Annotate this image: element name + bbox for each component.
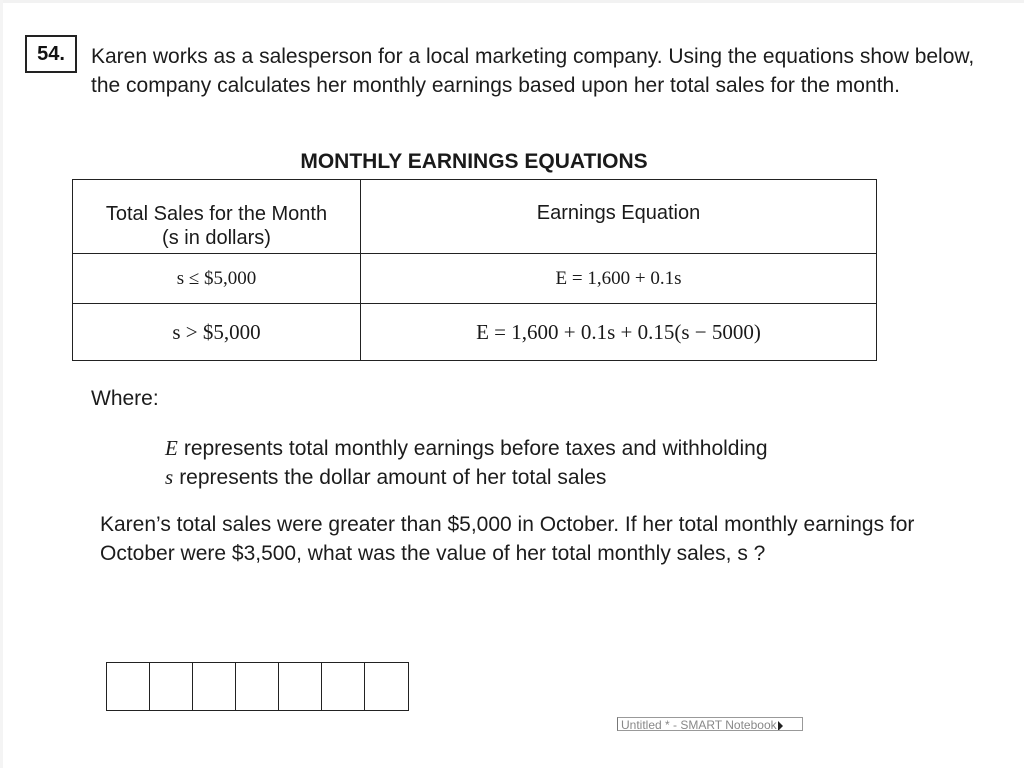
answer-box[interactable]	[107, 663, 150, 710]
answer-box[interactable]	[193, 663, 236, 710]
intro-paragraph: Karen works as a salesperson for a local marketing company. Using the equations show below, the company calculates her monthly earnings based upon her total sales for the month.	[91, 45, 975, 97]
definition-item	[165, 463, 945, 492]
where-label: Where:	[91, 387, 159, 410]
variable-definitions	[165, 434, 945, 492]
definition-item	[165, 434, 945, 463]
definition-text-s: represents the dollar amount of her total sales	[179, 466, 607, 489]
definition-text-e: represents total monthly earnings before taxes and withholding	[183, 437, 768, 460]
answer-box[interactable]	[150, 663, 193, 710]
answer-box[interactable]	[365, 663, 408, 710]
row1-equation: E = 1,600 + 0.1s	[361, 254, 877, 304]
definition-symbol-e: E	[165, 436, 178, 460]
problem-number: 54.	[25, 35, 77, 73]
table-row	[73, 254, 877, 304]
taskbar-tooltip-text: Untitled * - SMART Notebook	[621, 718, 777, 731]
header-total-sales-line2: (s in dollars)	[162, 227, 271, 249]
question-paragraph: Karen’s total sales were greater than $5,000 in October. If her total monthly earnings for October were $3,500, what was the value of her total monthly sales, s ?	[100, 513, 915, 565]
page-left-edge	[0, 0, 3, 768]
taskbar-tooltip[interactable]	[617, 717, 803, 731]
answer-box[interactable]	[236, 663, 279, 710]
header-total-sales-line1: Total Sales for the Month	[105, 203, 328, 225]
row1-condition: s ≤ $5,000	[73, 254, 361, 304]
earnings-equations-table	[72, 179, 877, 361]
table-header-row	[73, 180, 877, 254]
answer-box[interactable]	[322, 663, 365, 710]
header-total-sales	[73, 180, 361, 254]
answer-grid	[106, 662, 409, 711]
mouse-cursor-icon	[778, 721, 783, 731]
row2-condition: s > $5,000	[73, 304, 361, 361]
definition-symbol-s: s	[165, 465, 174, 489]
header-earnings-equation: Earnings Equation	[361, 180, 877, 254]
page-top-edge	[0, 0, 1024, 3]
answer-box[interactable]	[279, 663, 322, 710]
table-title: MONTHLY EARNINGS EQUATIONS	[300, 150, 648, 173]
table-row	[73, 304, 877, 361]
row2-equation: E = 1,600 + 0.1s + 0.15(s − 5000)	[361, 304, 877, 361]
